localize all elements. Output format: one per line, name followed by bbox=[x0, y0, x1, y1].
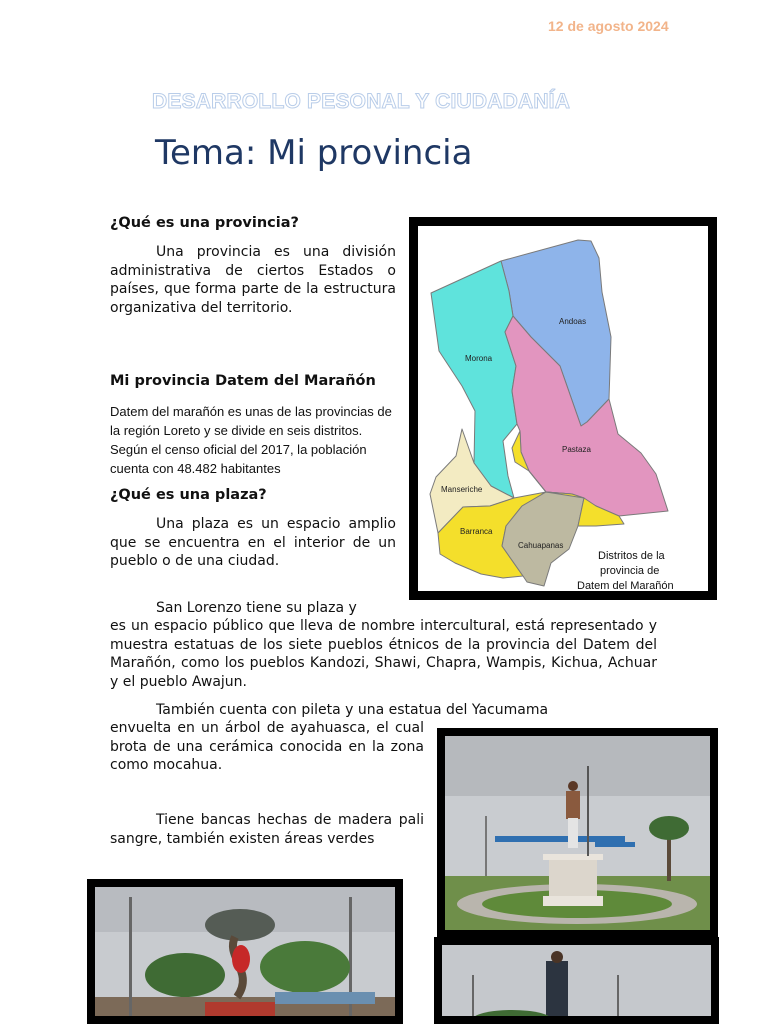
section-datem-heading: Mi provincia Datem del Marañón bbox=[110, 373, 376, 389]
plaza-paragraph-start: San Lorenzo tiene su plaza y bbox=[156, 600, 357, 616]
section-datem-text: Datem del marañón es unas de las provincias de la región Loreto y se divide en seis distritos. Según el censo oficial del 2017, la población cuenta con 48.482 habitantes bbox=[110, 404, 392, 476]
map-label-andoas: Andoas bbox=[559, 317, 587, 326]
section-provincia-text: Una provincia es una división administrativa de ciertos Estados o países, que forma parte de la estructura organizativa del territorio. bbox=[110, 244, 396, 316]
map-caption-line1: Distritos de la bbox=[598, 550, 665, 562]
map-label-morona: Morona bbox=[465, 354, 493, 363]
map-caption-line2: provincia de bbox=[600, 565, 660, 577]
course-header: DESARROLLO PESONAL Y CIUDADANÍA bbox=[152, 90, 571, 113]
plaza-paragraph-body: es un espacio público que lleva de nombre intercultural, está representado y muestra estatuas de los siete pueblos étnicos de la provincia del Datem del Marañón, como los pueblos Kandozi, Shawi, Chapra, Wampis, Kichua, Achuar y el pueblo Awajun. bbox=[110, 618, 657, 690]
section-provincia-heading: ¿Qué es una provincia? bbox=[110, 215, 299, 231]
map-label-cahuapanas: Cahuapanas bbox=[518, 541, 564, 550]
yacumama-paragraph-body: envuelta en un árbol de ayahuasca, el cual brota de una cerámica conocida en la zona como mocahua. bbox=[110, 720, 424, 773]
map-caption-line3: Datem del Marañón bbox=[577, 580, 674, 591]
map-label-manseriche: Manseriche bbox=[441, 485, 483, 494]
section-plaza-heading: ¿Qué es una plaza? bbox=[110, 487, 267, 503]
yacumama-paragraph-start: También cuenta con pileta y una estatua del Yacumama bbox=[156, 702, 549, 718]
date-label: 12 de agosto 2024 bbox=[548, 18, 669, 34]
map-label-barranca: Barranca bbox=[460, 527, 493, 536]
bancas-paragraph: Tiene bancas hechas de madera pali sangre, también existen áreas verdes bbox=[110, 812, 424, 847]
plaza-second-statue-photo bbox=[434, 937, 719, 1024]
plaza-tree-sculpture-photo bbox=[87, 879, 403, 1024]
plaza-statue-photo bbox=[437, 728, 718, 938]
districts-map bbox=[409, 217, 717, 600]
page-title: Tema: Mi provincia bbox=[155, 133, 473, 173]
section-plaza-text: Una plaza es un espacio amplio que se encuentra en el interior de un pueblo o de una ciudad. bbox=[110, 516, 396, 569]
map-label-pastaza: Pastaza bbox=[562, 445, 591, 454]
